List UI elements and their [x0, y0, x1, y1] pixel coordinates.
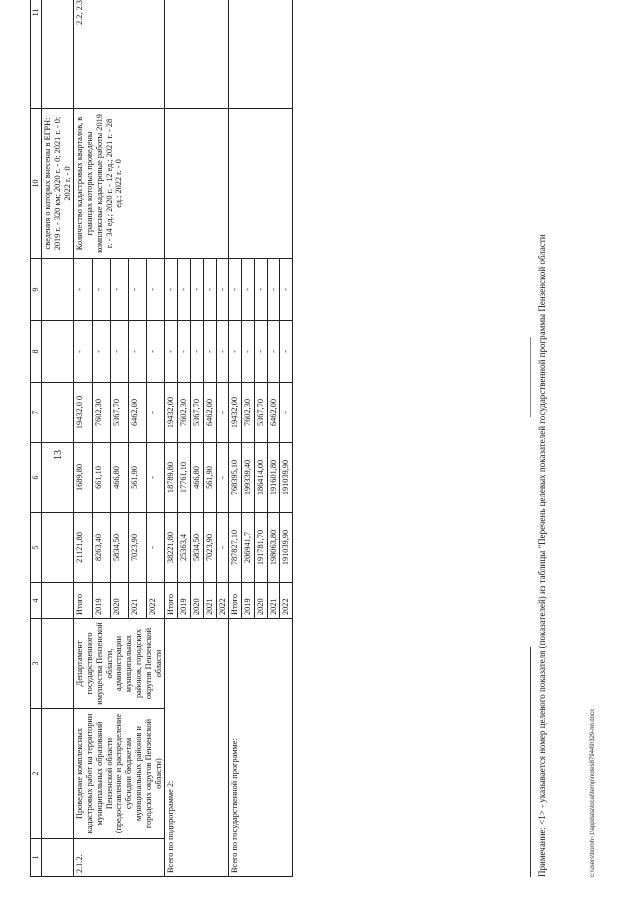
indicator-cell: Количество кадастровых кварталов, в границах которых проведены комплексные кадастровые работы 2019 г. - 34 ед.; 2020 г. - 12 ед.; 2021 г. - 28 ед.; 2022 г. - 0 — [74, 109, 165, 259]
value-cell: - — [110, 321, 128, 383]
column-number: 9 — [31, 259, 42, 321]
financing-table — [30, 0, 293, 877]
value-cell: - — [128, 321, 146, 383]
year-cell: 2022 — [147, 583, 165, 619]
column-number: 5 — [31, 513, 42, 583]
column-number: 2 — [31, 709, 42, 839]
program-total-label: Всего по государственной программе: — [229, 619, 293, 877]
value-cell: - — [267, 321, 280, 383]
value-cell: - — [254, 259, 267, 321]
value-cell: - — [92, 259, 110, 321]
value-cell: - — [229, 321, 242, 383]
value-cell: 198063,80 — [267, 513, 280, 583]
year-cell: 2020 — [110, 583, 128, 619]
value-cell: 191039,90 — [280, 443, 293, 513]
value-cell: 38221,80 — [165, 513, 178, 583]
page-number: 13 — [53, 450, 64, 460]
indicator-cell: сведения о которых внесены в ЕГРН: 2019 г. - 320 км; 2020 г. - 0; 2021 г. - 0; 2022 г. - 0 — [42, 109, 74, 259]
value-cell: - — [92, 321, 110, 383]
value-cell: 5367,70 — [254, 383, 267, 443]
program-total-row — [229, 0, 242, 877]
value-cell: - — [165, 259, 178, 321]
value-cell: - — [147, 383, 165, 443]
year-cell: 2020 — [254, 583, 267, 619]
subprogram-total-row — [165, 0, 178, 877]
value-cell: - — [216, 383, 229, 443]
value-cell: - — [190, 321, 203, 383]
reference-cell: 2.2, 2.3 — [74, 0, 165, 109]
value-cell: 6462,00 — [267, 383, 280, 443]
value-cell: - — [280, 321, 293, 383]
value-cell: 206941,7 — [242, 513, 255, 583]
value-cell: - — [74, 259, 92, 321]
value-cell: - — [242, 259, 255, 321]
value-cell: 19432,00 — [229, 383, 242, 443]
file-path: c:\users\boroh~1\appdata\local\temp\notes879449\329-пп.docx — [590, 708, 596, 877]
value-cell: - — [280, 259, 293, 321]
value-cell: - — [110, 259, 128, 321]
empty-cell — [229, 109, 293, 259]
value-cell: 5367,70 — [110, 383, 128, 443]
value-cell: 186414,00 — [254, 443, 267, 513]
item-number: 2.1.2. — [74, 839, 165, 877]
year-cell: 2019 — [178, 583, 191, 619]
value-cell: 5834,50 — [190, 513, 203, 583]
value-cell: - — [267, 259, 280, 321]
value-cell: 191039,90 — [280, 513, 293, 583]
year-cell: Итого — [165, 583, 178, 619]
value-cell: 561,90 — [128, 443, 146, 513]
column-number: 3 — [31, 619, 42, 709]
value-cell: 21121,80 — [74, 513, 92, 583]
continuation-row — [42, 0, 74, 877]
value-cell: - — [203, 259, 216, 321]
center-rule — [530, 337, 531, 417]
column-number-row — [31, 0, 42, 877]
empty-cell — [42, 321, 74, 383]
value-cell: 8263,40 — [92, 513, 110, 583]
value-cell: - — [216, 443, 229, 513]
value-cell: 787827,10 — [229, 513, 242, 583]
year-cell: Итого — [74, 583, 92, 619]
value-cell: - — [165, 321, 178, 383]
empty-cell — [42, 383, 74, 443]
value-cell: 199339,40 — [242, 443, 255, 513]
value-cell: 768395,10 — [229, 443, 242, 513]
empty-cell — [42, 443, 74, 513]
value-cell: - — [216, 321, 229, 383]
year-cell: 2021 — [267, 583, 280, 619]
value-cell: 7023,90 — [128, 513, 146, 583]
value-cell: - — [147, 443, 165, 513]
value-cell: - — [147, 513, 165, 583]
year-cell: 2021 — [128, 583, 146, 619]
value-cell: 191601,80 — [267, 443, 280, 513]
value-cell: 5834,50 — [110, 513, 128, 583]
value-cell: 6462,00 — [128, 383, 146, 443]
column-number: 11 — [31, 0, 42, 109]
year-cell: 2019 — [242, 583, 255, 619]
value-cell: - — [178, 321, 191, 383]
year-cell: 2020 — [190, 583, 203, 619]
value-cell: - — [216, 259, 229, 321]
year-cell: 2022 — [216, 583, 229, 619]
column-number: 10 — [31, 109, 42, 259]
value-cell: 7602,30 — [242, 383, 255, 443]
empty-cell — [42, 583, 74, 619]
value-cell: 466,80 — [190, 443, 203, 513]
column-number: 1 — [31, 839, 42, 877]
column-number: 7 — [31, 383, 42, 443]
footnote: Примечание: <1> - указывается номер целевого показателя (показателей) из таблицы "Перечень целевых показателей государственной программы Пензенской области — [537, 234, 547, 877]
value-cell: 191781,70 — [254, 513, 267, 583]
subprogram-total-label: Всего по подпрограмме 2: — [165, 619, 229, 877]
empty-cell — [42, 619, 74, 709]
value-cell: 5367,70 — [190, 383, 203, 443]
value-cell: - — [147, 259, 165, 321]
year-cell: 2019 — [92, 583, 110, 619]
value-cell: 6462,00 — [203, 383, 216, 443]
empty-cell — [42, 513, 74, 583]
empty-cell — [165, 0, 229, 109]
item-executor: Департамент государственного имущества Пензенской области, администрации муниципальных районов, городских округов Пензенской области — [74, 619, 165, 709]
value-cell: - — [74, 321, 92, 383]
empty-cell — [42, 709, 74, 839]
value-cell: - — [178, 259, 191, 321]
value-cell: - — [203, 321, 216, 383]
value-cell: - — [128, 259, 146, 321]
value-cell: 1689,80 — [74, 443, 92, 513]
value-cell: - — [147, 321, 165, 383]
value-cell: 661,10 — [92, 443, 110, 513]
value-cell: - — [190, 259, 203, 321]
column-number: 8 — [31, 321, 42, 383]
value-cell: - — [229, 259, 242, 321]
value-cell: 19432,0 0 — [74, 383, 92, 443]
year-cell: 2021 — [203, 583, 216, 619]
value-cell: - — [216, 513, 229, 583]
value-cell: 466,80 — [110, 443, 128, 513]
column-number: 6 — [31, 443, 42, 513]
value-cell: - — [254, 321, 267, 383]
empty-cell — [229, 0, 293, 109]
column-number: 4 — [31, 583, 42, 619]
value-cell: 7602,30 — [92, 383, 110, 443]
empty-cell — [42, 259, 74, 321]
value-cell: 7602,30 — [178, 383, 191, 443]
item-title: Проведение комплексных кадастровых работ на территории муниципальных образований Пензенской области (предоставление и распределение субсидии бюджетам муниципальных районов и городских округов Пензенской области) — [74, 709, 165, 839]
value-cell: - — [280, 383, 293, 443]
value-cell: - — [242, 321, 255, 383]
value-cell: 18789,80 — [165, 443, 178, 513]
value-cell: 561,90 — [203, 443, 216, 513]
year-cell: Итого — [229, 583, 242, 619]
item-row — [74, 0, 92, 877]
value-cell: 7023,90 — [203, 513, 216, 583]
empty-cell — [42, 839, 74, 877]
empty-cell — [42, 0, 74, 109]
empty-cell — [165, 109, 229, 259]
value-cell: 19432,00 — [165, 383, 178, 443]
value-cell: 17761,10 — [178, 443, 191, 513]
value-cell: 25363,4 — [178, 513, 191, 583]
year-cell: 2022 — [280, 583, 293, 619]
footnote-rule — [530, 647, 531, 877]
